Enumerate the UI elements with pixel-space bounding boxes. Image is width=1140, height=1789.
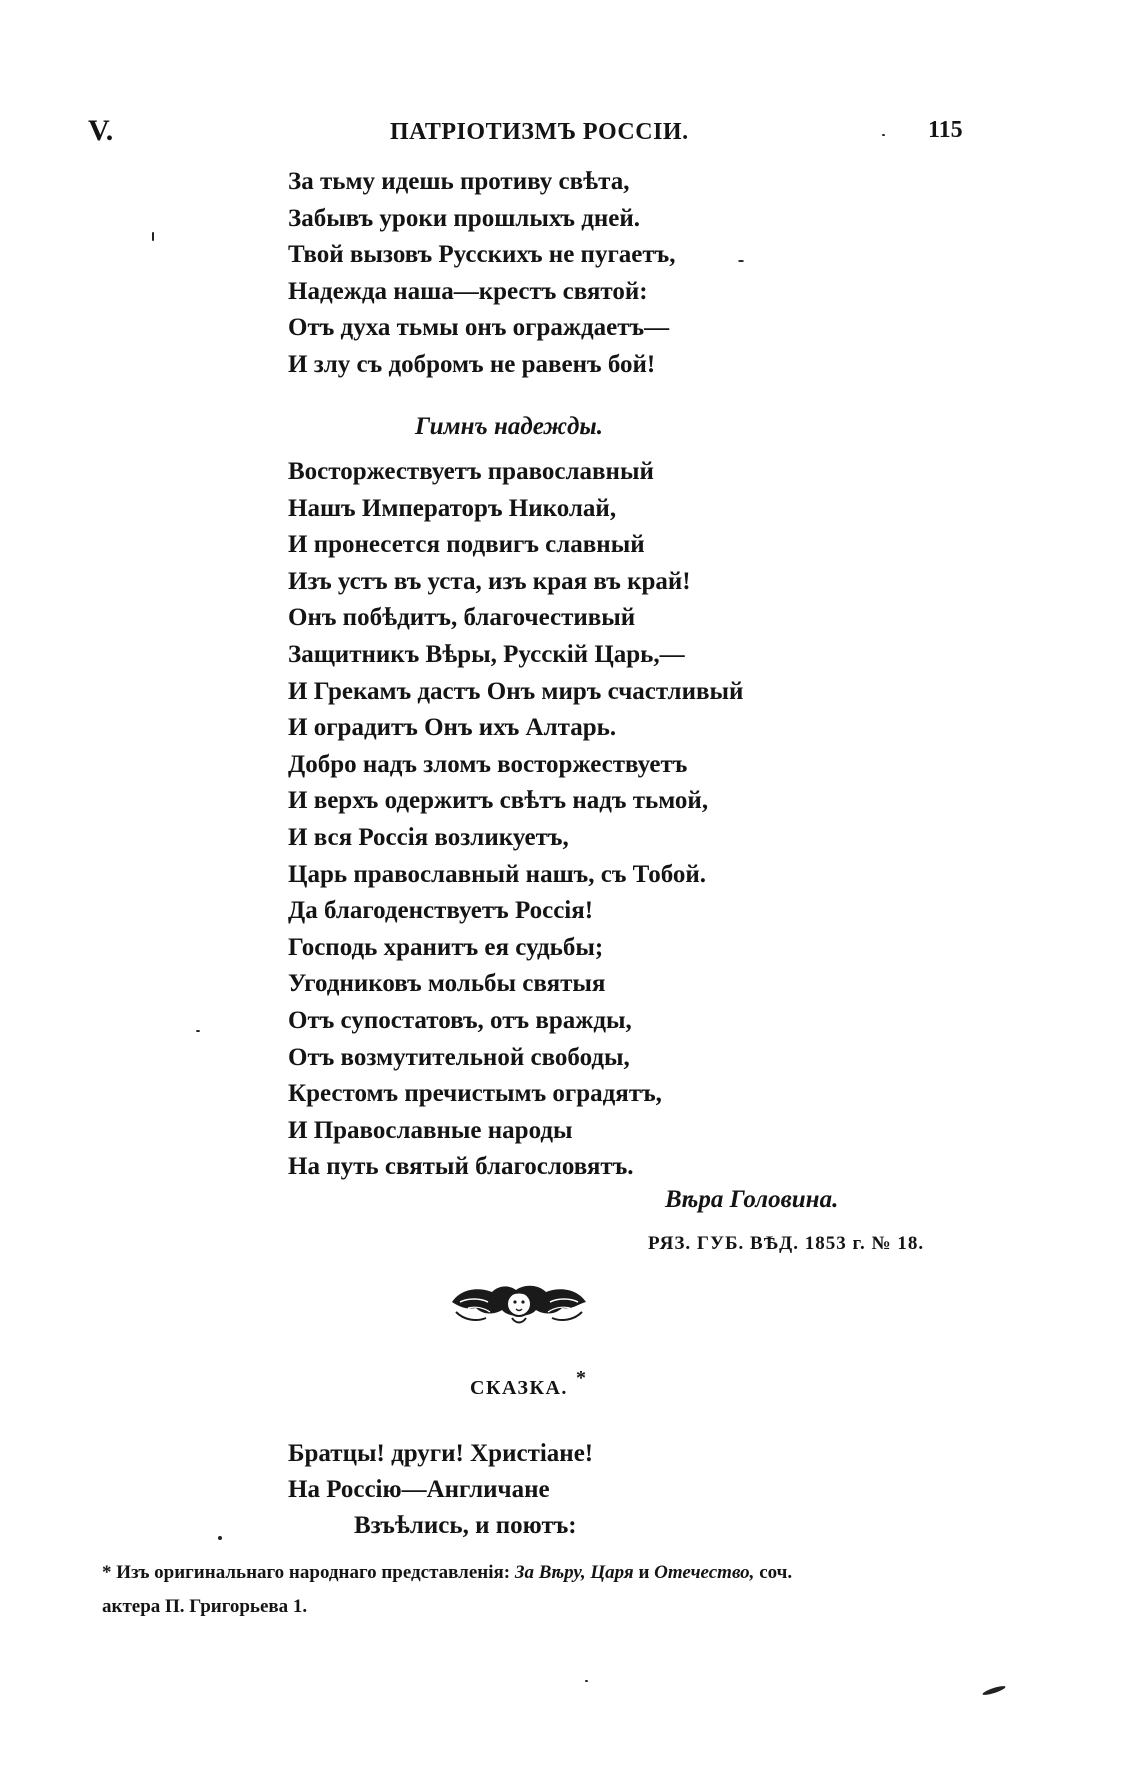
section-number: V. (88, 114, 114, 147)
poem-line: Да благоденствуетъ Россія! (288, 897, 594, 925)
poem-line: Взъѣлись, и поютъ: (354, 1512, 577, 1539)
poem-line: И оградитъ Онъ ихъ Алтарь. (288, 714, 617, 742)
footnote-marker: * (102, 1562, 112, 1583)
footnote-italic: Царя (590, 1562, 634, 1583)
tale-title: СКАЗКА. (470, 1377, 568, 1399)
poem-line: Угодниковъ мольбы святыя (288, 970, 606, 998)
poem-line: Защитникъ Вѣры, Русскій Царь,— (288, 640, 685, 668)
scan-speck (152, 232, 154, 241)
poem-line: И верхъ одержитъ свѣтъ надъ тьмой, (288, 787, 709, 815)
poem-line: Братцы! други! Христіане! (288, 1440, 594, 1467)
footnote-italic: За Вѣру, (514, 1562, 586, 1583)
author-signature: Вѣра Головина. (665, 1186, 839, 1213)
footnote-text: и (638, 1562, 650, 1583)
poem-line: Крестомъ пречистымъ оградятъ, (288, 1080, 662, 1108)
poem-line: И злу съ добромъ не равенъ бой! (288, 350, 656, 378)
poem-line: Отъ возмутительной свободы, (288, 1043, 630, 1071)
scan-speck (738, 260, 744, 262)
hymn-title: Гимнъ надежды. (415, 413, 604, 440)
poem-line: И Грекамъ дастъ Онъ миръ счастливый (288, 677, 744, 705)
footnote-text: Изъ оригинальнаго народнаго представленія: (116, 1562, 511, 1583)
footnote-text: соч. (759, 1562, 793, 1583)
poem-line: Твой вызовъ Русскихъ не пугаетъ, (288, 241, 676, 269)
poem-line: Забывъ уроки прошлыхъ дней. (288, 204, 641, 232)
poem-stanza-2 (288, 454, 743, 1186)
scan-speck (196, 1030, 200, 1032)
scan-speck (982, 1684, 1006, 1696)
poem-line: Отъ духа тьмы онъ ограждаетъ— (288, 314, 670, 342)
page-number: 115 (928, 117, 963, 143)
poem-line: На путь святый благословятъ. (288, 1153, 634, 1181)
poem-line: И вся Россія возликуетъ, (288, 823, 569, 851)
footnote (102, 1556, 982, 1624)
poem-stanza-3 (288, 1436, 593, 1544)
poem-line: Нашъ Императоръ Николай, (288, 494, 617, 522)
cherub-ornament-icon (446, 1268, 592, 1330)
poem-line: Отъ супостатовъ, отъ вражды, (288, 1006, 632, 1034)
poem-line: Восторжествуетъ православный (288, 458, 654, 485)
poem-line: Добро надъ зломъ восторжествуетъ (288, 750, 688, 778)
scan-speck (218, 1536, 222, 1540)
footnote-italic: Отечество, (654, 1562, 755, 1583)
poem-line: И пронесется подвигъ славный (288, 531, 645, 559)
scan-speck (882, 134, 885, 136)
poem-line: Царь православный нашъ, съ Тобой. (288, 860, 707, 888)
poem-line: Изъ устъ въ уста, изъ края въ край! (288, 567, 691, 595)
footnote-marker: * (576, 1367, 586, 1389)
poem-line: Господь хранитъ ея судьбы; (288, 933, 604, 961)
footnote-line-2: актера П. Григорьева 1. (102, 1596, 308, 1617)
poem-stanza-1 (288, 164, 676, 384)
poem-line: И Православные народы (288, 1116, 573, 1144)
running-title: ПАТРІОТИЗМЪ РОССІИ. (390, 119, 689, 145)
scan-speck (585, 1680, 588, 1682)
source-citation: РЯЗ. ГУБ. ВѢД. 1853 г. № 18. (648, 1233, 925, 1254)
poem-line: За тьму идешь противу свѣта, (288, 168, 630, 195)
poem-line: Надежда наша—крестъ святой: (288, 277, 648, 305)
poem-line: На Россію—Англичане (288, 1476, 550, 1503)
poem-line: Онъ побѣдитъ, благочестивый (288, 604, 636, 632)
